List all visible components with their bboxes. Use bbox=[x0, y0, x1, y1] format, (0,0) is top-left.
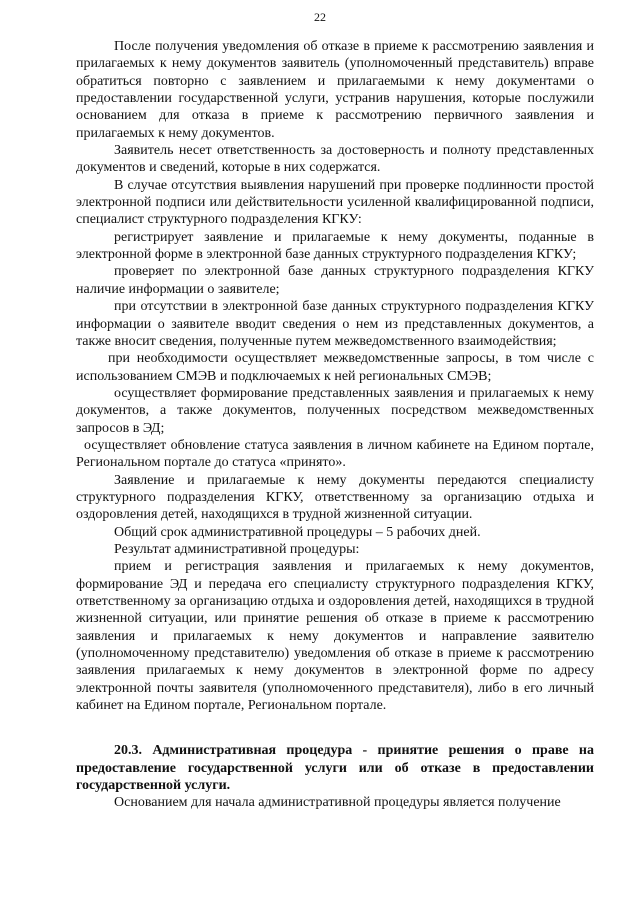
document-body bbox=[76, 38, 594, 812]
paragraph-repeat-application: После получения уведомления об отказе в приеме к рассмотрению заявления и прилагаемых к нему документов заявитель (уполномоченный представитель) вправе обратиться повторно с заявлением и прилагаемыми к нему документами о предоставлении государственной услуги, устранив нарушения, которые послужили основанием для отказа в приеме к рассмотрению первичного заявления и прилагаемых к нему документов. bbox=[76, 39, 594, 141]
page-number: 22 bbox=[314, 10, 326, 24]
paragraph-status-update: осуществляет обновление статуса заявления в личном кабинете на Едином портале, Региональном портале до статуса «принято». bbox=[76, 437, 594, 471]
section-gap bbox=[76, 714, 594, 742]
paragraph-enters-information: при отсутствии в электронной базе данных структурного подразделения КГКУ информации о заявителе вводит сведения о нем из представленных документов, а также вносит сведения, полученные путем межведомственного взаимодействия; bbox=[76, 299, 594, 349]
paragraph-interagency-requests: при необходимости осуществляет межведомственные запросы, в том числе с использованием СМЭВ и подключаемых к ней региональных СМЭВ; bbox=[76, 351, 594, 384]
paragraph-forms-documents: осуществляет формирование представленных заявления и прилагаемых к нему документов, а также документов, полученных посредством межведомственных запросов в ЭД; bbox=[76, 385, 594, 436]
paragraph-signature-check: В случае отсутствия выявления нарушений при проверке подлинности простой электронной подписи или действительности усиленной квалифицированной подписи, специалист структурного подразделения КГКУ: bbox=[76, 177, 594, 228]
paragraph-procedure-basis: Основанием для начала административной процедуры является получение bbox=[114, 795, 561, 811]
paragraph-transfer-to-specialist: Заявление и прилагаемые к нему документы передаются специалисту структурного подразделения КГКУ, ответственному за организацию отдыха и оздоровления детей, находящихся в трудной жизненной ситуации. bbox=[76, 472, 594, 523]
paragraph-checks-database: проверяет по электронной базе данных структурного подразделения КГКУ наличие информации о заявителе; bbox=[76, 264, 594, 297]
paragraph-procedure-term: Общий срок административной процедуры – 5 рабочих дней. bbox=[114, 524, 481, 540]
paragraph-applicant-responsibility: Заявитель несет ответственность за достоверность и полноту представленных документов и сведений, которые в них содержатся. bbox=[76, 143, 594, 176]
paragraph-procedure-result-title: Результат административной процедуры: bbox=[114, 541, 360, 557]
section-heading: 20.3. Административная процедура - принятие решения о праве на предоставление государственной услуги или об отказе в предоставлении государственной услуги. bbox=[76, 743, 594, 794]
paragraph-procedure-result: прием и регистрация заявления и прилагаемых к нему документов, формирование ЭД и передача его специалисту структурного подразделения КГКУ, ответственному за организацию отдыха и оздоровления детей, находящихся в трудной жизненной ситуации, или принятие решения об отказе в приеме к рассмотрению заявления и прилагаемых к нему документов и направление заявителю (уполномоченному представителю) уведомления об отказе в приеме к рассмотрению заявления прилагаемых к нему документов в электронной форме по адресу электронной почты заявителя (уполномоченного представителя), либо в его личный кабинет на Едином портале, Региональном портале. bbox=[76, 559, 594, 714]
paragraph-registers-application: регистрирует заявление и прилагаемые к нему документы, поданные в электронной форме в электронной базе данных структурного подразделения КГКУ; bbox=[76, 229, 594, 263]
